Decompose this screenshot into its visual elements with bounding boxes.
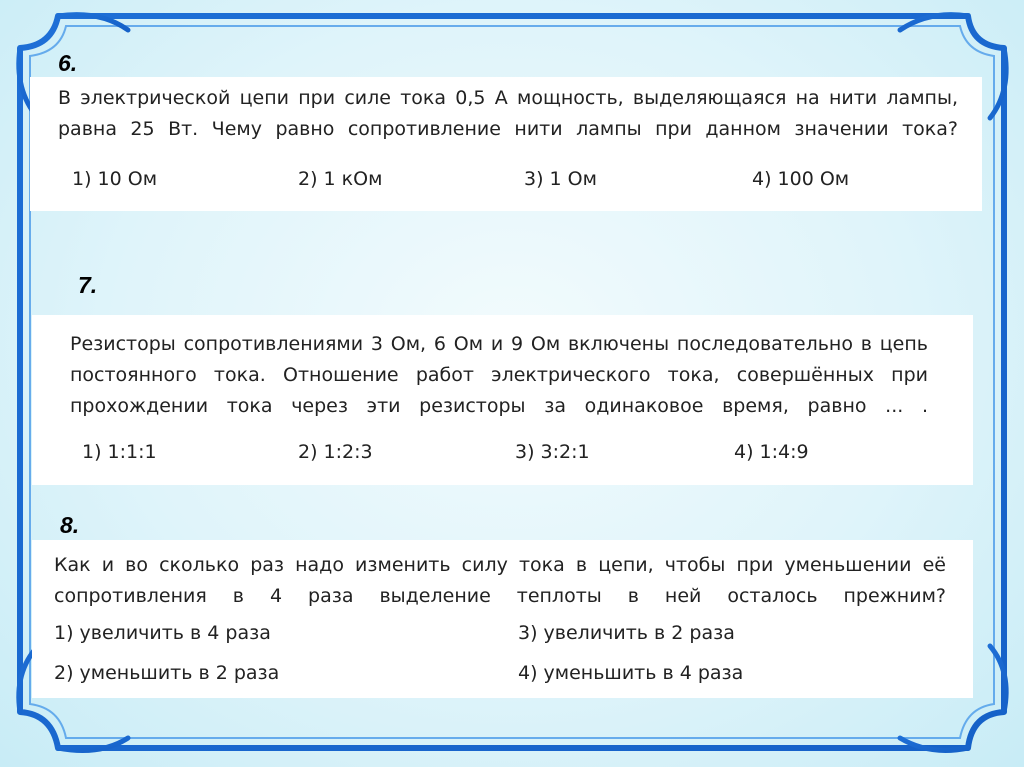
answer-option[interactable]: 3) 1 Ом: [524, 168, 597, 190]
question-text-8: Как и во сколько раз надо изменить силу тока в цепи, чтобы при уменьшении её сопротивления в 4 раза выделение теплоты в ней осталось прежним?: [54, 554, 946, 607]
answer-option[interactable]: 1) 1:1:1: [82, 441, 157, 463]
answer-option[interactable]: 4) 100 Ом: [752, 168, 850, 190]
answer-option[interactable]: 1) 10 Ом: [72, 168, 158, 190]
answer-option[interactable]: 4) 1:4:9: [734, 441, 809, 463]
answer-option[interactable]: 4) уменьшить в 4 раза: [518, 662, 744, 684]
question-text-6: В электрической цепи при силе тока 0,5 А мощность, выделяющаяся на нити лампы, равна 25 Вт. Чему равно сопротивление нити лампы при данном значении тока?: [58, 87, 958, 140]
answer-option[interactable]: 2) 1 кОм: [298, 168, 383, 190]
answer-option[interactable]: 3) 3:2:1: [515, 441, 590, 463]
question-card-8: [32, 540, 973, 698]
question-text-7: Резисторы сопротивлениями 3 Ом, 6 Ом и 9 Ом включены последовательно в цепь постоянного тока. Отношение работ электрического тока, совершённых при прохождении тока через эти резисторы за одинаковое время, равно ... .: [70, 333, 928, 417]
answer-option[interactable]: 2) уменьшить в 2 раза: [54, 662, 280, 684]
answer-option[interactable]: 3) увеличить в 2 раза: [518, 622, 735, 644]
question-number-6: 6.: [58, 50, 78, 76]
answer-option[interactable]: 2) 1:2:3: [298, 441, 373, 463]
question-number-8: 8.: [60, 512, 80, 538]
answer-option[interactable]: 1) увеличить в 4 раза: [54, 622, 271, 644]
question-card-6: [30, 77, 982, 211]
question-number-7: 7.: [78, 272, 98, 298]
question-card-7: [32, 315, 973, 485]
